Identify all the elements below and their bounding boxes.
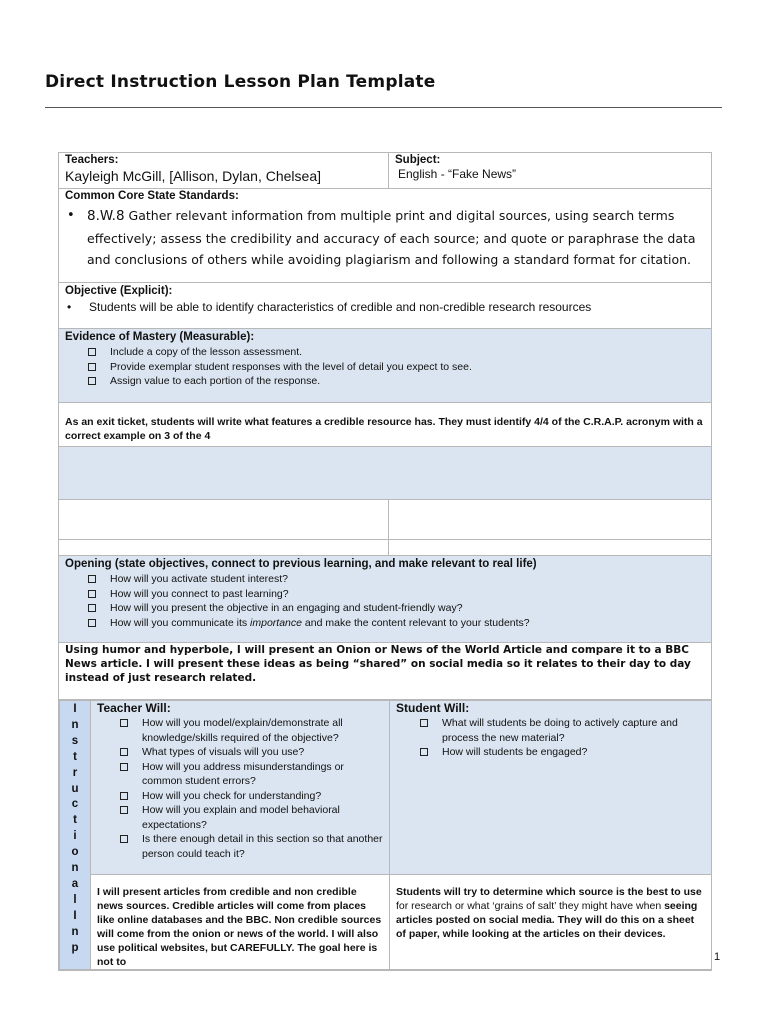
instructional-input-side-label: I n s t r u c t i o n a l I n p bbox=[60, 701, 91, 970]
blank-shaded-row[interactable] bbox=[59, 447, 712, 500]
evidence-item: Include a copy of the lesson assessment. bbox=[110, 345, 705, 360]
opening-item: How will you communicate its importance and make the content relevant to your students? bbox=[110, 616, 705, 631]
opening-cell bbox=[59, 556, 712, 643]
exit-ticket-cell bbox=[59, 403, 712, 447]
exit-ticket-text[interactable]: As an exit ticket, students will write what features a credible resource has. They must identify 4/4 of the C.R.A.P. acronym with a correct example on 3 of the 4 bbox=[65, 416, 703, 442]
standard-text: Gather relevant information from multiple print and digital sources, using search terms effectively; assess the credibility and accuracy of each source; and quote or paraphrase the data and conclusions of others while avoiding plagiarism and following a standard format for citation. bbox=[87, 208, 696, 267]
evidence-list bbox=[65, 345, 705, 389]
objective-label: Objective (Explicit): bbox=[65, 285, 173, 297]
checkbox-icon[interactable] bbox=[120, 806, 128, 814]
instructional-input-cell bbox=[59, 700, 712, 971]
teacher-will-item: Is there enough detail in this section so that another person could teach it? bbox=[142, 832, 383, 861]
standards-label: Common Core State Standards: bbox=[65, 190, 239, 202]
student-plan-text[interactable]: Students will try to determine which source is the best to use for research or what ‘grains of salt’ they might have when seeing articles posted on social media. They will do this on a sheet of paper, while looking at the articles on their devices. bbox=[396, 886, 702, 940]
checkbox-icon[interactable] bbox=[120, 763, 128, 771]
evidence-item: Assign value to each portion of the response. bbox=[110, 374, 705, 389]
checkbox-icon[interactable] bbox=[420, 748, 428, 756]
opening-item: How will you present the objective in an engaging and student-friendly way? bbox=[110, 601, 705, 616]
subject-cell bbox=[389, 153, 712, 189]
checkbox-icon[interactable] bbox=[88, 604, 96, 612]
checkbox-icon[interactable] bbox=[420, 719, 428, 727]
teachers-label: Teachers: bbox=[65, 154, 119, 166]
subject-label: Subject: bbox=[395, 154, 441, 166]
evidence-label: Evidence of Mastery (Measurable): bbox=[65, 331, 255, 343]
opening-plan-cell bbox=[59, 643, 712, 700]
blank-thin-cell-left[interactable] bbox=[59, 540, 389, 556]
opening-list bbox=[65, 572, 705, 630]
blank-thin-cell-right[interactable] bbox=[389, 540, 712, 556]
opening-item: How will you connect to past learning? bbox=[110, 587, 705, 602]
checkbox-icon[interactable] bbox=[88, 363, 96, 371]
objective-item[interactable]: • Students will be able to identify characteristics of credible and non-credible research resources bbox=[89, 300, 705, 315]
student-plan-cell bbox=[390, 875, 712, 970]
teacher-will-label: Teacher Will: bbox=[97, 701, 171, 715]
checkbox-icon[interactable] bbox=[88, 575, 96, 583]
student-will-label: Student Will: bbox=[396, 701, 470, 715]
teacher-plan-cell bbox=[91, 875, 390, 970]
objective-list bbox=[65, 300, 705, 315]
teachers-cell bbox=[59, 153, 389, 189]
opening-plan-text[interactable]: Using humor and hyperbole, I will present an Onion or News of the World Article and compare it to a BBC News article. I will present these ideas as being “shared” on social media so it relates to their day to day instead of just research related. bbox=[65, 644, 691, 684]
objective-cell bbox=[59, 283, 712, 329]
title-divider bbox=[45, 107, 722, 108]
document-title: Direct Instruction Lesson Plan Template bbox=[45, 72, 436, 92]
page-number: 1 bbox=[714, 951, 721, 963]
teacher-will-item: How will you check for understanding? bbox=[142, 789, 383, 804]
opening-item: How will you activate student interest? bbox=[110, 572, 705, 587]
standards-cell bbox=[59, 189, 712, 283]
checkbox-icon[interactable] bbox=[120, 835, 128, 843]
teacher-will-item: How will you model/explain/demonstrate all knowledge/skills required of the objective? bbox=[142, 716, 383, 745]
blank-cell-left[interactable] bbox=[59, 500, 389, 540]
standard-code: 8.W.8 bbox=[87, 208, 125, 224]
checkbox-icon[interactable] bbox=[120, 719, 128, 727]
student-will-list bbox=[396, 716, 706, 760]
standards-list bbox=[65, 205, 705, 271]
opening-label: Opening (state objectives, connect to previous learning, and make relevant to real life) bbox=[65, 558, 537, 570]
checkbox-icon[interactable] bbox=[88, 348, 96, 356]
student-will-item: How will students be engaged? bbox=[442, 745, 706, 760]
teacher-plan-text[interactable]: I will present articles from credible and non credible news sources. Credible articles will come from places like online databases and the BBC. Non credible sources will come from the onion or news of the world. I will also use political websites, but CAREFULLY. The goal here is not to bbox=[97, 886, 382, 968]
checkbox-icon[interactable] bbox=[88, 590, 96, 598]
teacher-will-cell bbox=[91, 701, 390, 875]
evidence-item: Provide exemplar student responses with the level of detail you expect to see. bbox=[110, 360, 705, 375]
student-will-cell bbox=[390, 701, 712, 875]
evidence-cell bbox=[59, 329, 712, 403]
blank-cell-right[interactable] bbox=[389, 500, 712, 540]
checkbox-icon[interactable] bbox=[120, 792, 128, 800]
subject-value[interactable]: English - “Fake News” bbox=[398, 167, 517, 181]
teacher-will-list bbox=[97, 716, 383, 861]
teacher-will-item: How will you address misunderstandings or common student errors? bbox=[142, 760, 383, 789]
lesson-plan-table bbox=[58, 152, 712, 971]
instructional-input-table bbox=[59, 700, 712, 970]
checkbox-icon[interactable] bbox=[88, 377, 96, 385]
teacher-will-item: How will you explain and model behavioral expectations? bbox=[142, 803, 383, 832]
teacher-will-item: What types of visuals will you use? bbox=[142, 745, 383, 760]
checkbox-icon[interactable] bbox=[88, 619, 96, 627]
teachers-value[interactable]: Kayleigh McGill, [Allison, Dylan, Chelsea] bbox=[65, 168, 321, 184]
student-will-item: What will students be doing to actively capture and process the new material? bbox=[442, 716, 706, 745]
standard-item[interactable] bbox=[87, 205, 705, 271]
checkbox-icon[interactable] bbox=[120, 748, 128, 756]
